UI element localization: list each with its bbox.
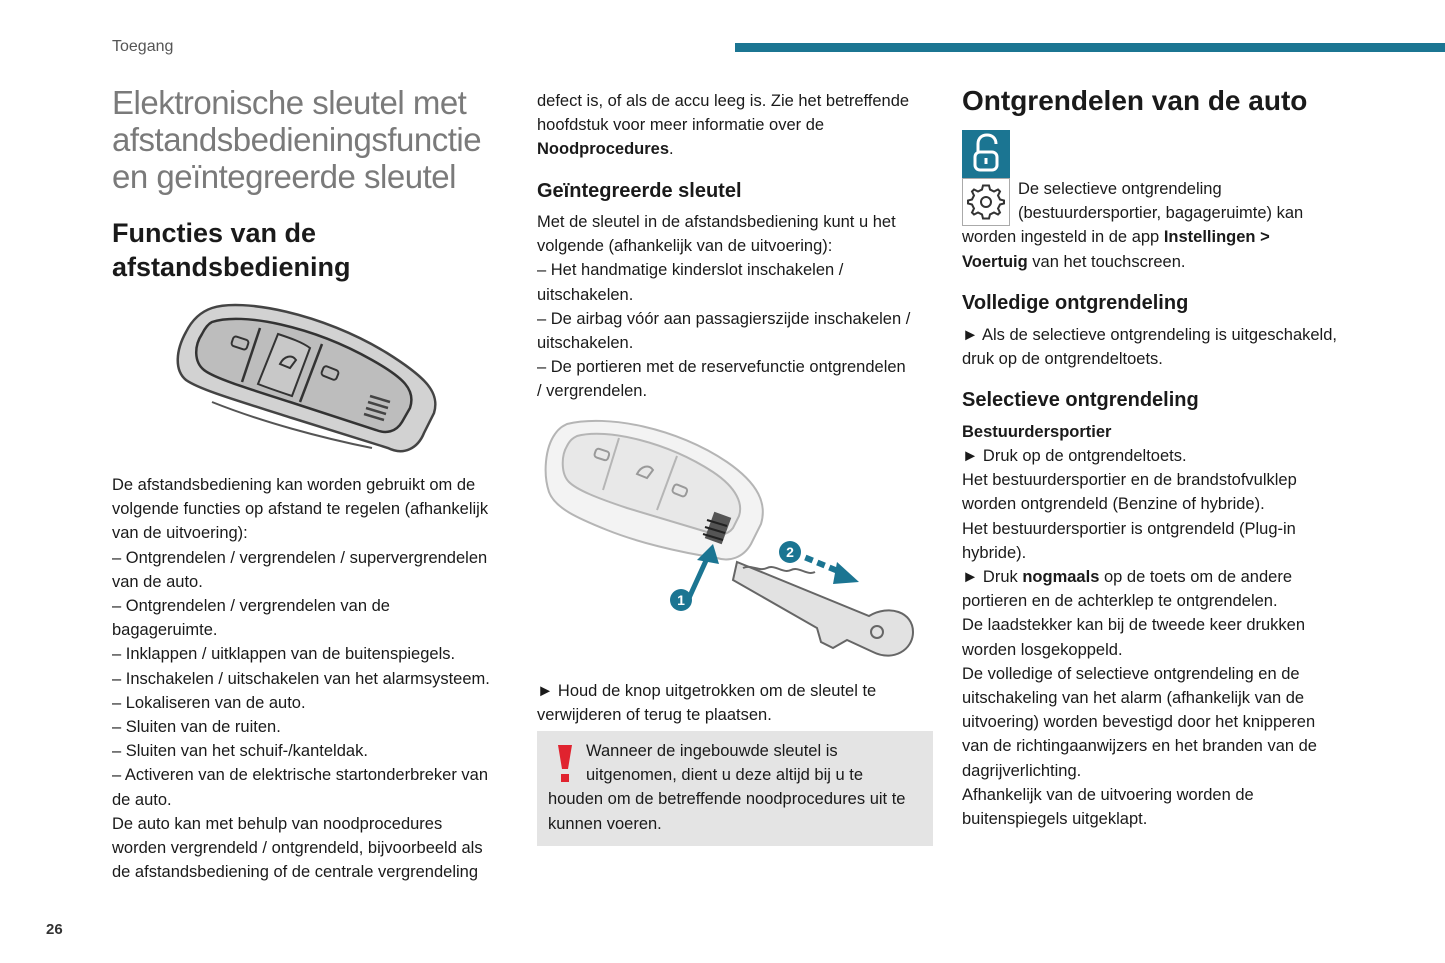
text-line: de afstandsbediening of de centrale vergrendeling <box>112 863 479 882</box>
text-fragment: van het touchscreen. <box>1027 252 1186 271</box>
text-line: De selectieve ontgrendeling <box>1018 180 1222 198</box>
text-line: / vergrendelen. <box>537 382 648 401</box>
text-line: – Ontgrendelen / vergrendelen / supervergrendelen <box>112 548 488 567</box>
text-line: hybride). <box>962 543 1027 562</box>
text-line: uitgenomen, dient u deze altijd bij u te <box>586 766 864 785</box>
text-line: Het bestuurdersportier is ontgrendeld (Plug-in <box>962 519 1296 538</box>
text-line: – Sluiten van het schuif-/kanteldak. <box>112 742 368 761</box>
selective-unlocking-heading: Selectieve ontgrendeling <box>962 389 1199 411</box>
title-line: en geïntegreerde sleutel <box>112 158 456 195</box>
heading-line: Functies van de <box>112 218 317 248</box>
selective-config-text <box>962 177 1303 274</box>
text-line: – Activeren van de elektrische startonderbreker van <box>112 766 489 785</box>
full-unlocking-heading: Volledige ontgrendeling <box>962 292 1189 314</box>
integrated-key-text <box>537 210 910 404</box>
lock-open-glyph <box>962 130 1010 178</box>
text-line: volgende functies op afstand te regelen (afhankelijk <box>112 500 489 519</box>
text-line: druk op de ontgrendeltoets. <box>962 350 1163 369</box>
integrated-key-heading: Geïntegreerde sleutel <box>537 180 742 202</box>
text-line: De volledige of selectieve ontgrendeling en de <box>962 664 1300 683</box>
key-removal-figure <box>537 412 922 672</box>
heading-line: afstandsbediening <box>112 252 351 282</box>
callout-label: 2 <box>786 544 794 560</box>
text-line: ► Als de selectieve ontgrendeling is uitgeschakeld, <box>962 326 1337 344</box>
functions-heading <box>112 216 351 284</box>
text-fragment: op de toets om de andere <box>1099 568 1293 587</box>
text-line: ► Houd de knop uitgetrokken om de sleutel te <box>537 682 877 700</box>
text-line: Met de sleutel in de afstandsbediening kunt u het <box>537 213 896 231</box>
callout-label: 1 <box>677 592 685 608</box>
text-fragment: ► Druk <box>962 568 1023 587</box>
text-line: dagrijverlichting. <box>962 761 1082 780</box>
text-line: – De airbag vóór aan passagierszijde inschakelen / <box>537 309 911 328</box>
instruction-text <box>537 679 876 727</box>
text-line: van de richtingaanwijzers en het branden van de <box>962 737 1317 756</box>
text-line: worden vergrendeld / ontgrendeld, bijvoorbeeld als <box>112 839 483 858</box>
text-line: De laadstekker kan bij de tweede keer drukken <box>962 616 1306 635</box>
text-line <box>537 137 909 161</box>
text-line: – Inschakelen / uitschakelen van het alarmsysteem. <box>112 669 490 688</box>
text-line: Wanneer de ingebouwde sleutel is <box>586 742 838 760</box>
vehicle-path: Voertuig <box>962 252 1028 271</box>
text-line: – De portieren met de reservefunctie ontgrendelen <box>537 358 906 377</box>
text-line: houden om de betreffende noodprocedures uit te <box>548 790 906 809</box>
text-line: worden ontgrendeld (Benzine of hybride). <box>962 495 1265 514</box>
text-line: uitschakelen. <box>537 285 634 304</box>
text-line: worden losgekoppeld. <box>962 640 1123 659</box>
page-number: 26 <box>46 921 63 938</box>
text-line <box>962 225 1303 249</box>
text-line: defect is, of als de accu leeg is. Zie het betreffende <box>537 92 910 110</box>
gear-icon <box>962 178 1010 226</box>
text-line: uitschakeling van het alarm (afhankelijk van de <box>962 689 1305 708</box>
page-title <box>112 84 512 195</box>
driver-door-text <box>962 444 1317 831</box>
full-unlocking-text <box>962 323 1337 371</box>
title-line: afstandsbedieningsfunctie <box>112 121 482 158</box>
warning-note <box>537 731 933 846</box>
text-fragment: worden ingesteld in de app <box>962 228 1164 247</box>
settings-path: Instellingen > <box>1163 228 1270 247</box>
text-line: uitschakelen. <box>537 334 634 353</box>
text-line: de auto. <box>112 790 172 809</box>
text-line: bagageruimte. <box>112 621 218 640</box>
text-line <box>962 565 1317 589</box>
header-accent-bar <box>735 43 1445 52</box>
text-line: ► Druk op de ontgrendeltoets. <box>962 447 1187 465</box>
text-line: kunnen voeren. <box>548 814 662 833</box>
text-line: uitvoering) worden bevestigd door het knipperen <box>962 713 1316 732</box>
text-line: – Inklappen / uitklappen van de buitenspiegels. <box>112 645 456 664</box>
text-fragment: . <box>669 140 674 159</box>
driver-door-heading: Bestuurdersportier <box>962 423 1112 441</box>
text-line: buitenspiegels uitgeklapt. <box>962 810 1148 829</box>
text-line: (bestuurdersportier, bagageruimte) kan <box>1018 204 1304 223</box>
text-line: – Sluiten van de ruiten. <box>112 718 281 737</box>
emergency-procedures-link: Noodprocedures <box>537 140 670 159</box>
text-line: van de auto. <box>112 572 203 591</box>
text-line: hoofdstuk voor meer informatie over de <box>537 116 825 135</box>
lock-open-icon <box>962 130 1010 178</box>
emphasis: nogmaals <box>1022 568 1100 587</box>
text-line: verwijderen of terug te plaatsen. <box>537 706 772 725</box>
text-line: Het bestuurdersportier en de brandstofvulklep <box>962 471 1297 490</box>
gear-glyph <box>963 179 1009 225</box>
unlocking-title: Ontgrendelen van de auto <box>962 85 1308 116</box>
text-line: portieren en de achterklep te ontgrendelen. <box>962 592 1278 611</box>
section-label: Toegang <box>112 38 174 55</box>
title-line: Elektronische sleutel met <box>112 84 467 121</box>
text-line <box>962 250 1303 274</box>
text-line: – Lokaliseren van de auto. <box>112 693 306 712</box>
text-line: van de uitvoering): <box>112 524 248 543</box>
text-line: – Ontgrendelen / vergrendelen van de <box>112 597 390 616</box>
text-line: De auto kan met behulp van noodprocedures <box>112 814 443 833</box>
key-fob-icon <box>172 298 442 468</box>
text-line: – Het handmatige kinderslot inschakelen / <box>537 261 844 280</box>
functions-text <box>112 473 490 884</box>
text-line: volgende (afhankelijk van de uitvoering): <box>537 237 833 256</box>
text-line: De afstandsbediening kan worden gebruikt om de <box>112 476 476 494</box>
text-line: Afhankelijk van de uitvoering worden de <box>962 785 1254 804</box>
warning-text <box>548 739 905 836</box>
intro-text <box>537 89 909 162</box>
